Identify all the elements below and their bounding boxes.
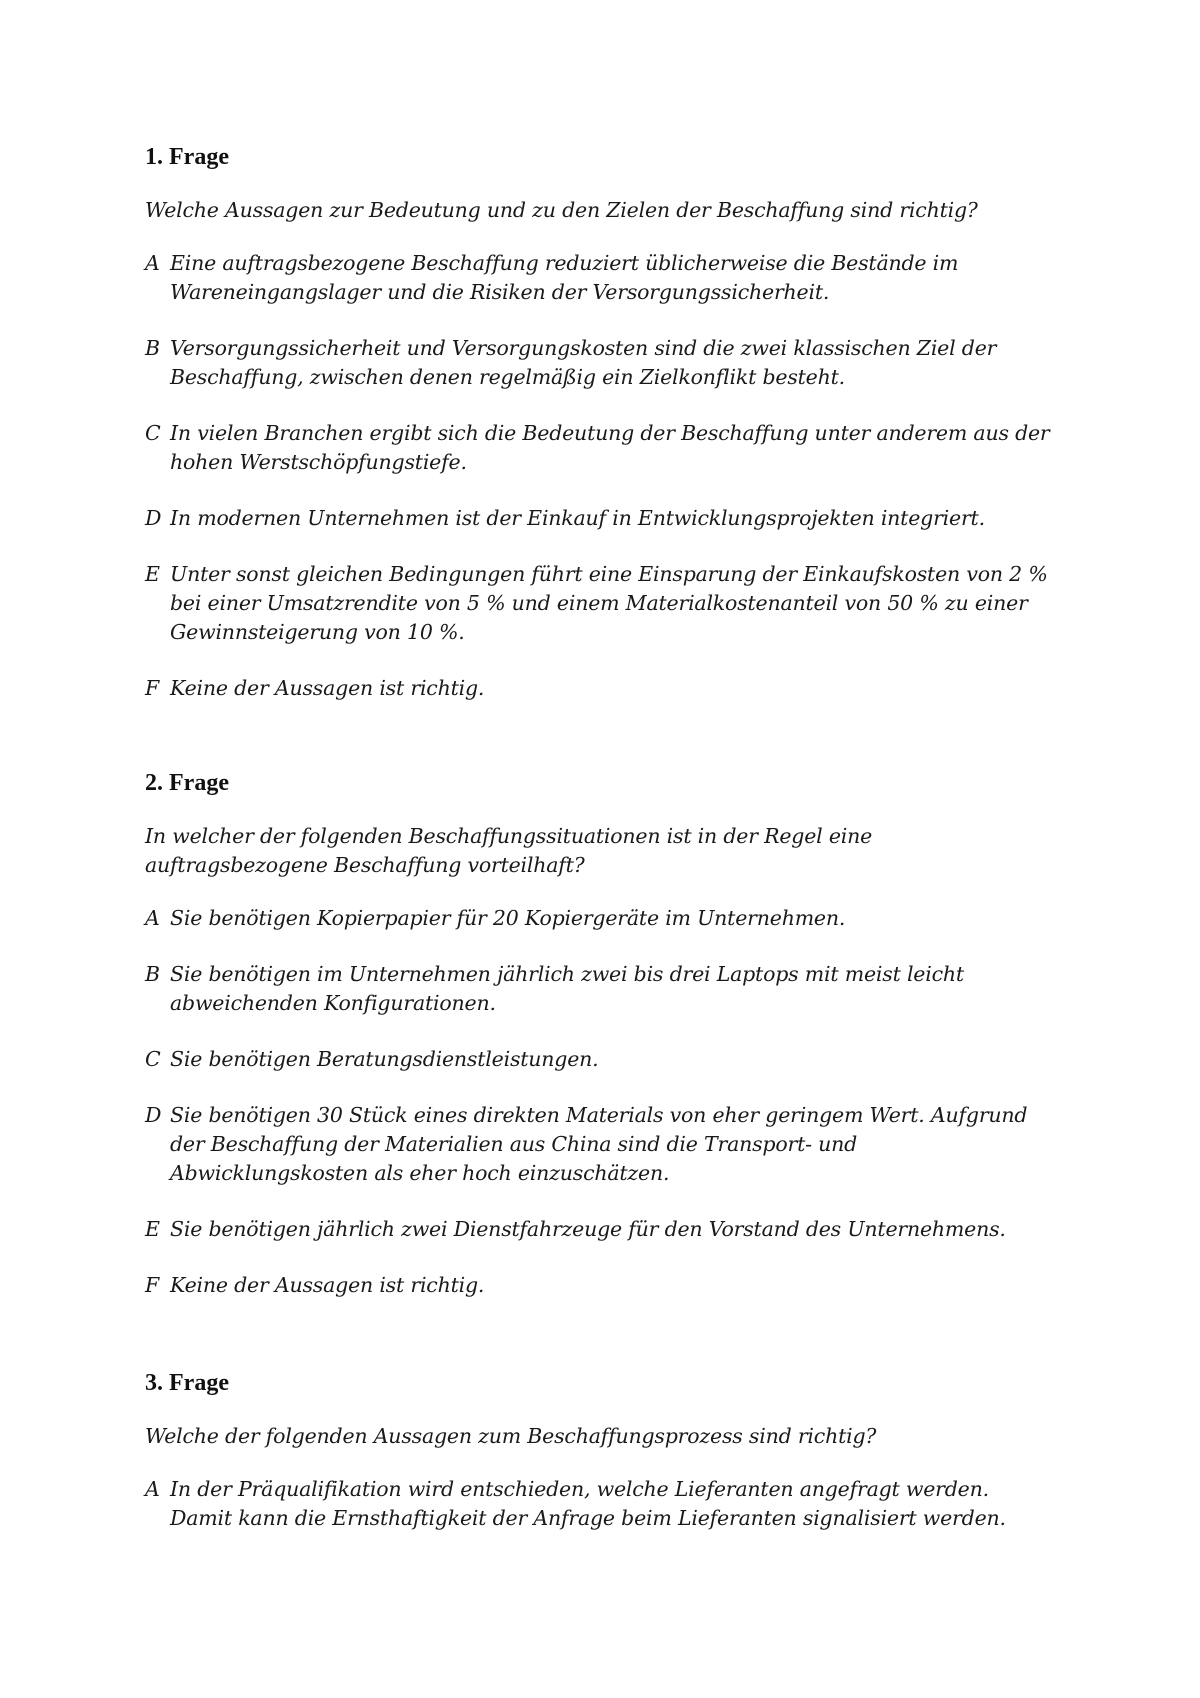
question-prompt: Welche Aussagen zur Bedeutung und zu den Zielen der Beschaffung sind richtig? — [145, 198, 978, 222]
answer-option-f — [145, 674, 1050, 703]
answer-text: Keine der Aussagen ist richtig. — [170, 676, 485, 700]
answer-letter: C — [145, 421, 161, 445]
question-3 — [145, 1368, 1050, 1560]
answer-letter: D — [145, 506, 162, 530]
answer-text: Sie benötigen 30 Stück eines direkten Materials von eher geringem Wert. Aufgrund der Beschaffung der Materialien aus China sind die Transport- und Abwicklungskosten als eher hoch einzuschätzen. — [170, 1103, 1028, 1185]
answer-letter: F — [145, 676, 160, 700]
answer-letter: C — [145, 1047, 161, 1071]
answer-option-a — [145, 249, 1050, 307]
question-heading: 3. Frage — [145, 1370, 229, 1396]
answer-text: In der Präqualifikation wird entschieden, welche Lieferanten angefragt werden. Damit kann die Ernsthaftigkeit der Anfrage beim Lieferanten signalisiert werden. — [170, 1477, 1006, 1530]
answer-letter: B — [145, 962, 160, 986]
answer-letter: A — [145, 251, 160, 275]
answer-option-b — [145, 960, 1050, 1018]
question-prompt: Welche der folgenden Aussagen zum Beschaffungsprozess sind richtig? — [145, 1424, 877, 1448]
question-2 — [145, 768, 1050, 1327]
question-heading: 2. Frage — [145, 770, 229, 796]
answer-letter: A — [145, 906, 160, 930]
answer-option-a — [145, 1475, 1050, 1533]
answer-letter: E — [145, 562, 160, 586]
answer-option-d — [145, 504, 1050, 533]
answer-option-d — [145, 1101, 1050, 1188]
question-1 — [145, 142, 1050, 730]
answer-option-e — [145, 1215, 1050, 1244]
answer-text: Versorgungssicherheit und Versorgungskosten sind die zwei klassischen Ziel der Beschaffung, zwischen denen regelmäßig ein Zielkonflikt besteht. — [170, 336, 997, 389]
answer-text: Sie benötigen im Unternehmen jährlich zwei bis drei Laptops mit meist leicht abweichenden Konfigurationen. — [170, 962, 964, 1015]
answer-option-b — [145, 334, 1050, 392]
answer-text: Sie benötigen jährlich zwei Dienstfahrzeuge für den Vorstand des Unternehmens. — [170, 1217, 1006, 1241]
answer-option-c — [145, 419, 1050, 477]
question-heading: 1. Frage — [145, 144, 229, 170]
answer-text: In vielen Branchen ergibt sich die Bedeutung der Beschaffung unter anderem aus der hohen Werstschöpfungstiefe. — [170, 421, 1050, 474]
answer-option-e — [145, 560, 1050, 647]
answer-option-a — [145, 904, 1050, 933]
answer-text: Keine der Aussagen ist richtig. — [170, 1273, 485, 1297]
question-prompt: In welcher der folgenden Beschaffungssituationen ist in der Regel eine auftragsbezogene Beschaffung vorteilhaft? — [145, 824, 873, 877]
answer-text: Eine auftragsbezogene Beschaffung reduziert üblicherweise die Bestände im Wareneingangslager und die Risiken der Versorgungssicherheit. — [170, 251, 959, 304]
answer-text: In modernen Unternehmen ist der Einkauf in Entwicklungsprojekten integriert. — [170, 506, 985, 530]
answer-text: Sie benötigen Kopierpapier für 20 Kopiergeräte im Unternehmen. — [170, 906, 846, 930]
answer-letter: B — [145, 336, 160, 360]
answer-letter: D — [145, 1103, 162, 1127]
answer-letter: E — [145, 1217, 160, 1241]
answer-option-c — [145, 1045, 1050, 1074]
answer-text: Unter sonst gleichen Bedingungen führt eine Einsparung der Einkaufskosten von 2 % bei einer Umsatzrendite von 5 % und einem Materialkostenanteil von 50 % zu einer Gewinnsteigerung von 10 %. — [170, 562, 1048, 644]
answer-text: Sie benötigen Beratungsdienstleistungen. — [170, 1047, 599, 1071]
answer-letter: F — [145, 1273, 160, 1297]
answer-option-f — [145, 1271, 1050, 1300]
answer-letter: A — [145, 1477, 160, 1501]
